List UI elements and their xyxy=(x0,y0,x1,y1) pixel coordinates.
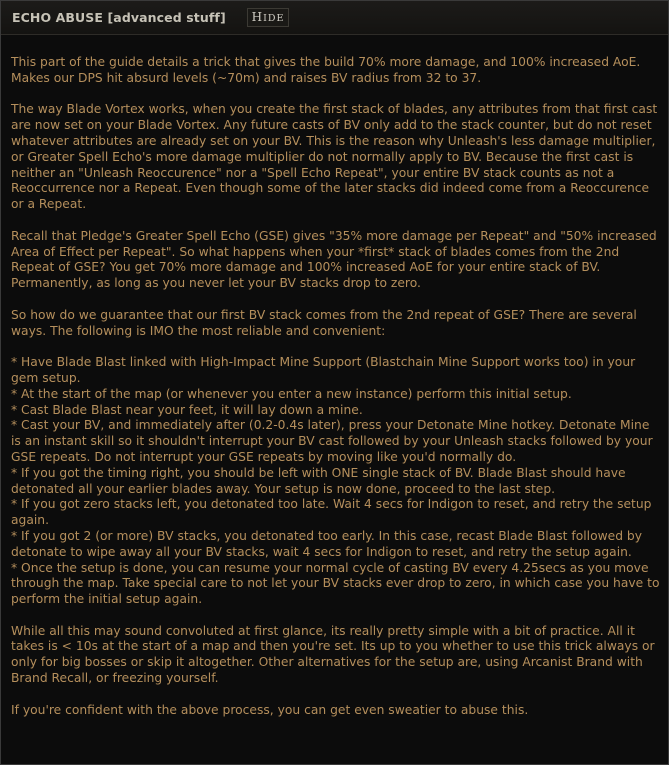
step-item: * Cast your BV, and immediately after (0.2-0.4s later), press your Detonate Mine hotkey. Detonate Mine is an instant skill so it shouldn't interrupt your BV cast followed by your Unleash stacks followed by your GSE repeats. Do not interrupt your GSE repeats by moving like you'd normally do. xyxy=(11,418,653,464)
spoiler-header xyxy=(1,1,668,35)
paragraph-greater-spell-echo: Recall that Pledge's Greater Spell Echo (GSE) gives "35% more damage per Repeat" and "50% increased Area of Effect per Repeat". So what happens when your *first* stack of blades comes from the 2nd Repeat of GSE? You get 70% more damage and 100% increased AoE for your entire stack of BV. Permanently, as long as you never let your BV stacks drop to zero. xyxy=(11,228,657,291)
step-item: * Have Blade Blast linked with High-Impact Mine Support (Blastchain Mine Support works too) in your gem setup. xyxy=(11,355,636,385)
paragraph-blade-vortex-mechanics: The way Blade Vortex works, when you create the first stack of blades, any attributes from that first cast are now set on your Blade Vortex. Any future casts of BV only add to the stack counter, but do not reset whatever attributes are already set on your BV. This is the reason why Unleash's less damage multiplier, or Greater Spell Echo's more damage multiplier do not normally apply to BV. Because the first cast is neither an "Unleash Reoccurence" nor a "Spell Echo Repeat", your entire BV stack counts as not a Reoccurrence nor a Repeat. Even though some of the later stacks did indeed come from a Reoccurence or a Repeat. xyxy=(11,102,658,212)
steps-list xyxy=(11,355,661,608)
spoiler-content xyxy=(11,55,661,734)
step-item: * If you got 2 (or more) BV stacks, you detonated too early. In this case, recast Blade Blast followed by detonate to wipe away all your BV stacks, wait 4 secs for Indigon to reset, and retry the setup again. xyxy=(11,528,643,559)
step-item: * Cast Blade Blast near your feet, it will lay down a mine. xyxy=(11,402,363,417)
hide-button-rest: IDE xyxy=(263,13,285,24)
spoiler-title: ECHO ABUSE [advanced stuff] xyxy=(12,10,226,25)
paragraph-how-to: So how do we guarantee that our first BV stack comes from the 2nd repeat of GSE? There are several ways. The following is IMO the most reliable and convenient: xyxy=(11,307,637,338)
hide-button-initial: H xyxy=(251,10,264,24)
step-item: * Once the setup is done, you can resume your normal cycle of casting BV every 4.25secs as you move through the map. Take special care to not let your BV stacks ever drop to zero, in which case you have to perform the initial setup again. xyxy=(11,560,660,607)
paragraph-intro: This part of the guide details a trick that gives the build 70% more damage, and 100% increased AoE. Makes our DPS hit absurd levels (~70m) and raises BV radius from 32 to 37. xyxy=(11,55,641,85)
step-item: * At the start of the map (or whenever you enter a new instance) perform this initial setup. xyxy=(11,386,572,401)
step-item: * If you got zero stacks left, you detonated too late. Wait 4 secs for Indigon to reset, and retry the setup again. xyxy=(11,497,652,528)
paragraph-conclusion: While all this may sound convoluted at first glance, its really pretty simple with a bit of practice. All it takes is < 10s at the start of a map and then you're set. Its up to you whether to use this trick always or only for big bosses or skip it altogether. Other alternatives for the setup are, using Arcanist Brand with Brand Recall, or freezing yourself. xyxy=(11,623,655,686)
step-item: * If you got the timing right, you should be left with ONE single stack of BV. Blade Blast should have detonated all your earlier blades away. Your setup is now done, proceed to the last step. xyxy=(11,465,626,496)
paragraph-final: If you're confident with the above process, you can get even sweatier to abuse this. xyxy=(11,702,529,717)
hide-button[interactable] xyxy=(247,8,289,27)
